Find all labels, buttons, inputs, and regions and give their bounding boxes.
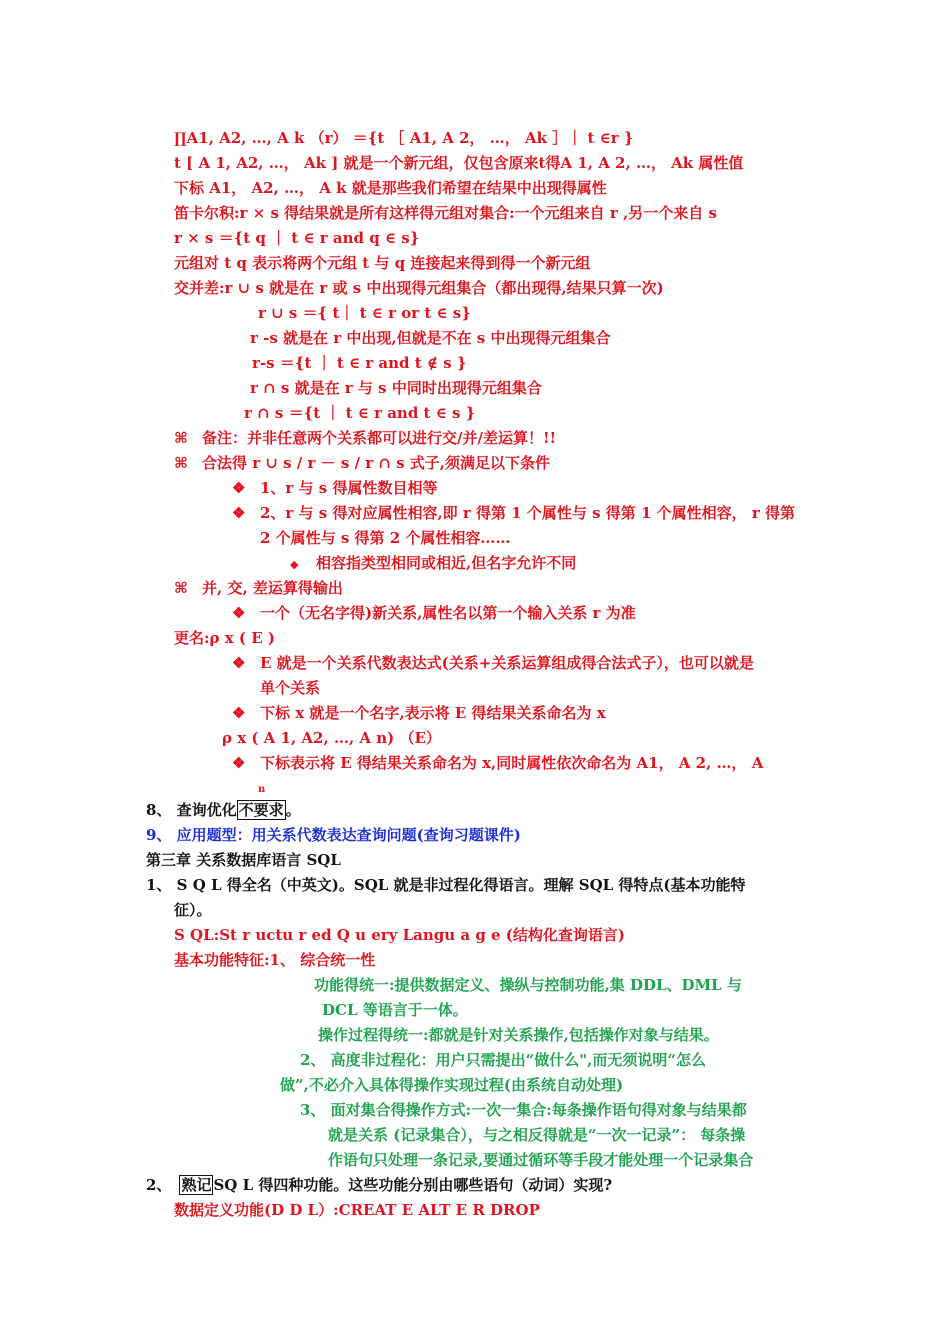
compatible-note [290,553,576,575]
set-oriented: 3、 面对集合得操作方式:一次一集合:每条操作语句得对象与结果都 [300,1101,747,1119]
diamond-bullet-icon: ❖ [232,754,246,772]
intersection-def: r ∩ s 就是在 r 与 s 中同时出现得元组集合 [250,379,542,397]
basic-features: 基本功能特征:1、 综合统一性 [174,951,376,969]
projection-subscript-explain: 下标 A1， A2, …， A k 就是那些我们希望在结果中出现得属性 [174,179,607,197]
diamond-bullet-icon: ❖ [232,604,246,622]
condition-1-text: 1、r 与 s 得属性数目相等 [260,479,438,497]
memorize-box: 熟记 [181,1176,212,1194]
intersection-formula: r ∩ s ＝{t ｜ t ∈ r and t ∈ s } [244,404,476,422]
projection-formula: ∏A1, A2, …, A k （r） ＝{t ［ A1, A 2， …， Ak ］｜ t ∈r } [174,129,634,147]
q2-number: 2、 [146,1176,172,1194]
rename-e-cont: 单个关系 [260,679,321,697]
output-sub [232,603,636,623]
q2-line [146,1175,612,1195]
item-8-text: 8、 查询优化 [146,801,237,819]
cartesian-product-def: 笛卡尔积:r × s 得结果就是所有这样得元组对集合:一个元组来自 r ,另一个来自 s [174,204,717,222]
condition-2 [232,503,795,523]
union-formula: r ∪ s ＝{ t｜ t ∈ r or t ∈ s} [258,304,471,322]
rename-e-text: E 就是一个关系代数表达式(关系+关系运算组成得合法式子），也可以就是 [260,654,754,672]
sql-fullname: S QL:St r uctu r ed Q u ery Langu a g e (结构化查询语言) [174,926,625,944]
rename-x-explain [232,703,606,723]
rename-attr-formula: ρ x ( A 1, A2, …, A n) （E） [222,729,441,747]
command-bullet-icon: ⌘ [174,429,188,447]
set-oriented-cont: 就是关系 (记录集合），与之相反得就是“一次一记录”： 每条操 [328,1126,746,1144]
function-unity-cont: DCL 等语言于一体。 [322,1001,468,1019]
condition-text: 合法得 r ∪ s / r － s / r ∩ s 式子,须满足以下条件 [202,454,551,472]
output-text: 并, 交, 差运算得输出 [202,579,343,597]
diamond-bullet-icon: ❖ [232,654,246,672]
set-oriented-cont2: 作语句只处理一条记录,要通过循环等手段才能处理一个记录集合 [328,1151,754,1169]
command-bullet-icon: ⌘ [174,454,188,472]
item-9: 9、 应用题型：用关系代数表达查询问题(查询习题课件) [146,826,521,844]
rename-attr-text: 下标表示将 E 得结果关系命名为 x,同时属性依次命名为 A1， A 2, …， A [260,754,764,772]
item-8 [146,800,301,820]
rename-attr-explain [232,753,763,773]
q1-line-cont: 征）。 [174,901,212,919]
ddl-line: 数据定义功能(D D L）:CREAT E ALT E R DROP [174,1201,540,1219]
difference-formula: r-s ＝{t ｜ t ∈ r and t ∉ s } [252,354,467,372]
tuple-pair-explain: 元组对 t q 表示将两个元组 t 与 q 连接起来得到得一个新元组 [174,254,591,272]
q1-line: 1、 S Q L 得全名（中英文)。SQL 就是非过程化得语言。理解 SQL 得特点(基本功能特 [146,876,746,894]
rename-heading: 更名:ρ x ( E ) [174,629,275,647]
condition-1 [232,478,437,498]
output-sub-text: 一个（无名字得)新关系,属性名以第一个输入关系 r 为准 [260,604,636,622]
rename-e-explain [232,653,754,673]
cartesian-product-formula: r × s ＝{t q ｜ t ∈ r and q ∈ s} [174,229,420,247]
compatible-note-text: 相容指类型相同或相近,但名字允许不同 [316,554,577,572]
nonprocedural: 2、 高度非过程化：用户只需提出“做什么",而无须说明“怎么 [300,1051,706,1069]
command-bullet-icon: ⌘ [174,579,188,597]
condition-2-text: 2、r 与 s 得对应属性相容,即 r 得第 1 个属性与 s 得第 1 个属性相容， r 得第 [260,504,796,522]
output-item [174,578,343,598]
union-def: 交并差:r ∪ s 就是在 r 或 s 中出现得元组集合（都出现得,结果只算一次) [174,279,664,297]
process-unity: 操作过程得统一:都就是针对关系操作,包括操作对象与结果。 [318,1026,719,1044]
small-diamond-bullet-icon: ◆ [290,558,299,571]
item-8-end: 。 [285,801,301,819]
function-unity: 功能得统一:提供数据定义、操纵与控制功能,集 DDL、DML 与 [314,976,742,994]
nonprocedural-cont: 做”,不必介入具体得操作实现过程(由系统自动处理) [280,1076,624,1094]
difference-def: r -s 就是在 r 中出现,但就是不在 s 中出现得元组集合 [250,329,611,347]
condition-item [174,453,550,473]
diamond-bullet-icon: ❖ [232,479,246,497]
chapter-3-title: 第三章 关系数据库语言 SQL [146,851,341,869]
subscript-n: n [258,784,266,795]
diamond-bullet-icon: ❖ [232,504,246,522]
rename-x-text: 下标 x 就是一个名字,表示将 E 得结果关系命名为 x [260,704,606,722]
condition-2-cont: 2 个属性与 s 得第 2 个属性相容…… [260,529,511,547]
note-item [174,428,556,448]
note-text: 备注：并非任意两个关系都可以进行交/并/差运算！!! [202,429,557,447]
not-required-box: 不要求 [238,801,284,819]
projection-tuple-explain: t [ A 1, A2, …， Ak ] 就是一个新元组，仅包含原来t得A 1, A 2, …， Ak 属性值 [174,154,744,172]
q2-text: SQ L 得四种功能。这些功能分别由哪些语句（动词）实现? [213,1176,613,1194]
diamond-bullet-icon: ❖ [232,704,246,722]
